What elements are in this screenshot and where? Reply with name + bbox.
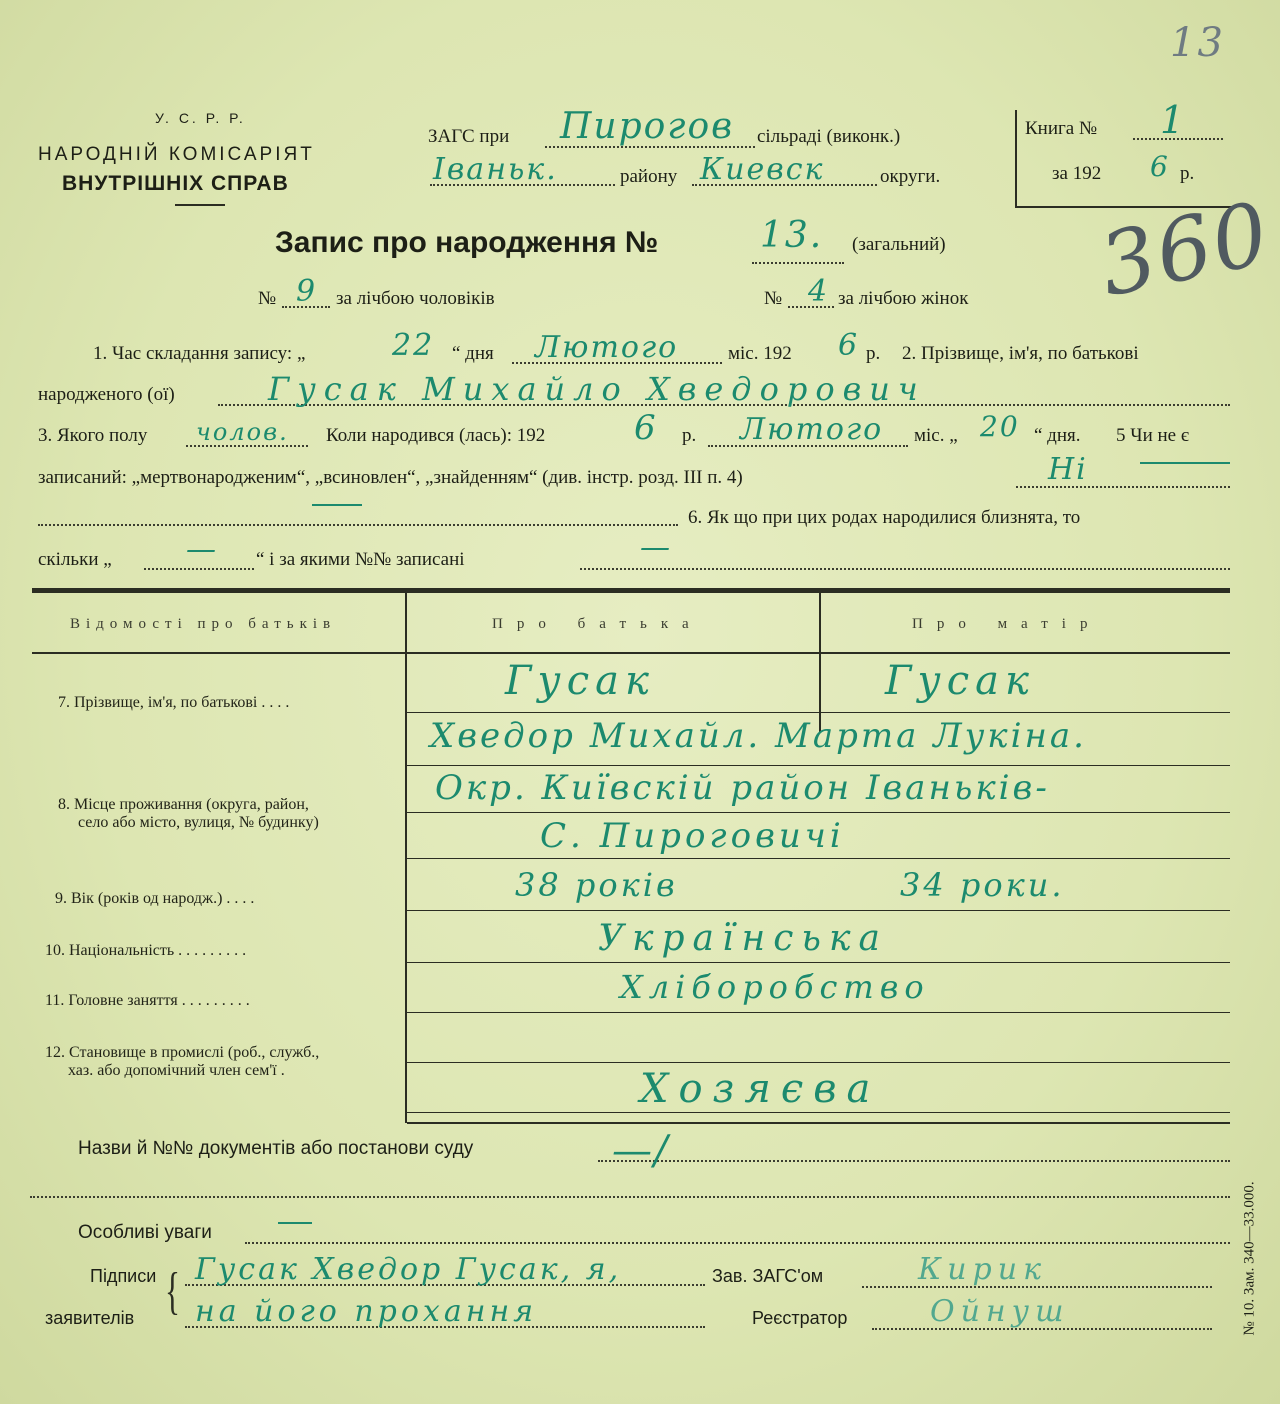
- field3-dnia: “ дня.: [1034, 425, 1081, 446]
- okrug-label: округи.: [880, 166, 941, 187]
- signature1-handwriting: Гусак Хведор Гусак, я,: [195, 1252, 622, 1287]
- occupation-handwriting: Хліборобство: [620, 968, 930, 1006]
- republic-label: У. С. Р. Р.: [155, 110, 246, 126]
- head-handwriting: Кирик: [918, 1252, 1047, 1287]
- field3-label: 3. Якого полу: [38, 425, 148, 446]
- table-bottom-border: [407, 1122, 1230, 1124]
- male-count-prefix: №: [258, 288, 277, 309]
- field3-born-label: Коли народився (лась): 192: [326, 425, 546, 446]
- row-label-12b: хаз. або допомічний член сем'ї .: [68, 1062, 285, 1079]
- okrug-handwriting: Киевск: [700, 152, 825, 187]
- field5-handwriting: Ні: [1048, 452, 1088, 487]
- field1-month-label: міс. 192: [728, 343, 792, 364]
- field3-day-handwriting: 20: [980, 410, 1020, 443]
- field6-label: 6. Як що при цих родах народилися близнята, то: [688, 507, 1081, 528]
- row-label-9: 9. Вік (років од народж.) . . . .: [55, 890, 255, 907]
- female-count-label: за лічбою жінок: [838, 288, 969, 309]
- table-line: [407, 962, 1230, 963]
- book-box-left: [1015, 110, 1017, 208]
- table-header-col1: Відомості про батьків: [70, 616, 337, 632]
- table-header-col3: Про матір: [912, 616, 1102, 632]
- row-label-10: 10. Національність . . . . . . . . .: [45, 942, 247, 959]
- notes-dash: [278, 1222, 312, 1224]
- field6-count-handwriting: —: [186, 532, 218, 567]
- council-label: сільраді (виконк.): [757, 126, 901, 147]
- book-year-handwriting: 6: [1150, 150, 1170, 183]
- field5-stroke: [1140, 462, 1230, 464]
- row-label-8b: село або місто, вулиця, № будинку): [78, 814, 319, 831]
- corner-mark-big: 360: [1091, 183, 1279, 317]
- status-handwriting: Хозяєва: [640, 1066, 881, 1112]
- table-line: [407, 1062, 1230, 1063]
- field5-label2: записаний: „мертвонародженим“, „всиновлен“, „знайденням“ (див. інстр. розд. III п. 4): [38, 467, 743, 488]
- record-number-handwriting: 13.: [760, 215, 824, 256]
- district-handwriting: Іваньк.: [433, 152, 558, 187]
- field3-r: р.: [682, 425, 697, 446]
- female-count-handwriting: 4: [808, 274, 830, 309]
- mother-age-handwriting: 34 роки.: [900, 866, 1065, 904]
- documents-line2: [30, 1196, 1230, 1198]
- field1-label: 1. Час складання запису: „: [93, 343, 306, 364]
- field3-mis: міс. „: [914, 425, 958, 446]
- table-header-border: [32, 652, 1230, 654]
- field1-day-suffix: “ дня: [452, 343, 494, 364]
- record-number-line: [752, 262, 844, 264]
- table-line: [407, 858, 1230, 859]
- field3-sex-handwriting: чолов.: [196, 418, 289, 446]
- book-year-label: за 192: [1052, 163, 1102, 184]
- field6-dash: [312, 504, 362, 506]
- table-line: [407, 1112, 1230, 1113]
- head-label: Зав. ЗАГС'ом: [712, 1266, 824, 1286]
- male-count-label: за лічбою чоловіків: [336, 288, 495, 309]
- field2-label: 2. Прізвище, ім'я, по батькові: [902, 343, 1139, 364]
- field1-year-handwriting: 6: [838, 328, 860, 363]
- book-label: Книга №: [1025, 118, 1098, 139]
- table-header-col2: Про батька: [492, 616, 703, 632]
- signatures-brace: {: [164, 1263, 180, 1320]
- nationality-handwriting: Українська: [598, 918, 888, 959]
- department-label: ВНУТРІШНІХ СПРАВ: [62, 172, 289, 195]
- table-line: [407, 712, 1230, 713]
- field1-day-handwriting: 22: [392, 328, 435, 363]
- field6-value-handwriting: —: [640, 530, 672, 565]
- header-underline: [175, 204, 225, 206]
- corner-mark-top: 13: [1170, 20, 1225, 66]
- parents-names-handwriting: Хведор Михайл. Марта Лукіна.: [430, 716, 1087, 756]
- field2-name-handwriting: Гусак Михайло Хведорович: [268, 370, 926, 408]
- residence-line1-handwriting: Окр. Київскій район Іваньків-: [435, 768, 1050, 808]
- record-title: Запис про народження №: [275, 226, 659, 259]
- table-line: [407, 910, 1230, 911]
- field6-label2a: скільки „: [38, 549, 112, 570]
- table-top-border: [32, 588, 1230, 593]
- field6-count-line: [144, 568, 254, 570]
- table-line: [407, 812, 1230, 813]
- field6-value-line: [580, 568, 1230, 570]
- mother-surname-handwriting: Гусак: [885, 658, 1035, 704]
- book-number-handwriting: 1: [1160, 98, 1187, 142]
- row-label-12: 12. Становище в промислі (роб., служб.,: [45, 1044, 320, 1061]
- field6-blank-line: [38, 524, 678, 526]
- zags-label: ЗАГС при: [428, 126, 510, 147]
- residence-line2-handwriting: С. Пироговичі: [540, 816, 845, 856]
- book-year-suffix: р.: [1180, 163, 1195, 184]
- female-count-prefix: №: [764, 288, 783, 309]
- field2-label2: народженого (ої): [38, 384, 175, 405]
- side-print: № 10. Зам. 340—33.000.: [1241, 1181, 1258, 1336]
- table-line: [407, 765, 1230, 766]
- signatures-label: Підписи: [90, 1266, 157, 1286]
- documents-handwriting: —/: [612, 1128, 670, 1174]
- male-count-handwriting: 9: [296, 274, 318, 309]
- commissariat-label: НАРОДНІЙ КОМІСАРІЯТ: [38, 144, 315, 165]
- father-age-handwriting: 38 років: [515, 866, 678, 904]
- documents-label: Назви й №№ документів або постанови суду: [78, 1138, 474, 1159]
- field6-label2b: “ і за якими №№ записані: [256, 549, 465, 570]
- table-line: [407, 1012, 1230, 1013]
- documents-line: [598, 1160, 1230, 1162]
- father-surname-handwriting: Гусак: [505, 658, 655, 704]
- notes-line: [245, 1242, 1230, 1244]
- signature2-handwriting: на його прохання: [195, 1294, 538, 1329]
- village-handwriting: Пирогов: [560, 106, 735, 147]
- field1-month-handwriting: Лютого: [535, 330, 679, 365]
- registrar-handwriting: Ойнуш: [930, 1294, 1070, 1329]
- signatures-label2: заявителів: [45, 1308, 135, 1328]
- notes-label: Особливі уваги: [78, 1222, 212, 1243]
- row-label-7: 7. Прізвище, ім'я, по батькові . . . .: [58, 694, 290, 711]
- row-label-11: 11. Головне заняття . . . . . . . . .: [45, 992, 250, 1009]
- field1-year-suffix: р.: [866, 343, 881, 364]
- field3-month-handwriting: Лютого: [740, 412, 884, 447]
- field5-label: 5 Чи не є: [1116, 425, 1190, 446]
- field3-year-handwriting: 6: [634, 408, 658, 448]
- district-label: району: [620, 166, 678, 187]
- row-label-8: 8. Місце проживання (округа, район,: [58, 796, 309, 813]
- record-title-suffix: (загальний): [852, 234, 946, 255]
- registrar-label: Реєстратор: [752, 1308, 848, 1328]
